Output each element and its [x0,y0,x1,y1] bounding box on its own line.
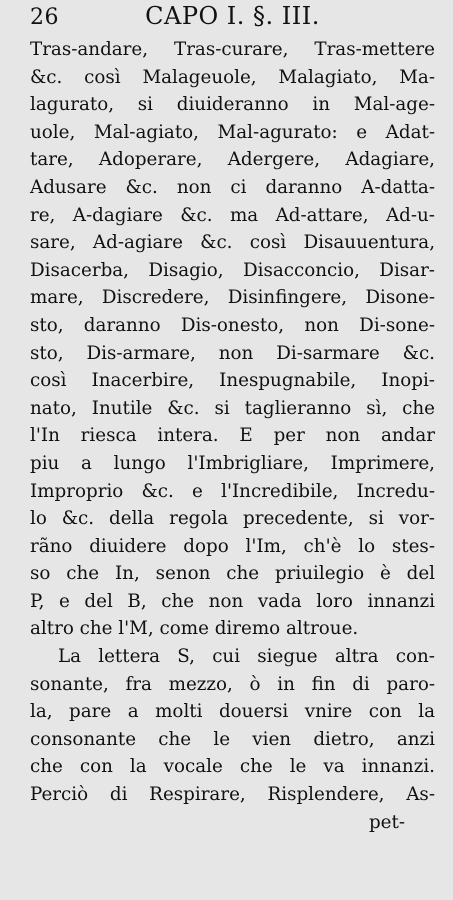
text-line: la, pare a molti douersi vnire con la [30,701,435,723]
text-line: tare, Adoperare, Adergere, Adagiare, [30,149,435,171]
paragraph-2 [30,643,435,809]
text-line: mare, Discredere, Disinfingere, Disone- [30,287,435,309]
catchword: pet- [368,811,405,833]
text-line: altro che l'M, come diremo altroue. [30,618,359,640]
text-line: nato, Inutile &c. si taglieranno sì, che [30,397,435,419]
text-line: lagurato, si diuideranno in Mal-age- [30,94,435,116]
page-number: 26 [30,5,59,30]
text-line: &c. così Malageuole, Malagiato, Ma- [30,66,435,88]
text-line: sto, daranno Dis-onesto, non Di-sone- [30,314,435,336]
text-line: Tras-andare, Tras-curare, Tras-mettere [30,39,435,60]
text-line: sto, Dis-armare, non Di-sarmare &c. [30,342,435,364]
text-line: lo &c. della regola precedente, si vor- [30,508,435,530]
text-line: so che In, senon che priuilegio è del [30,563,435,585]
text-line: La lettera S, cui siegue altra con- [58,646,435,668]
text-line: Adusare &c. non ci daranno A-datta- [30,176,435,198]
text-line: sonante, fra mezzo, ò in fin di paro- [30,673,435,695]
page-header [30,2,435,36]
text-line: che con la vocale che le va innanzi. [30,756,435,778]
text-line: consonante che le vien dietro, anzi [30,728,435,750]
text-line: piu a lungo l'Imbrigliare, Imprimere, [30,452,435,474]
text-line: sare, Ad-agiare &c. così Disauuentura, [30,232,435,254]
paragraph-1 [30,36,435,643]
text-line: l'In riesca intera. E per non andar [30,425,435,447]
text-line: Perciò di Respirare, Risplendere, As- [30,784,435,806]
text-line: uole, Mal-agiato, Mal-agurato: e Adat- [30,121,435,143]
text-line: P, e del B, che non vada loro innanzi [30,590,435,612]
text-line: Improprio &c. e l'Incredibile, Incredu- [30,480,435,502]
text-line: rãno diuidere dopo l'Im, ch'è lo stes- [30,535,435,557]
running-head: CAPO I. §. III. [145,2,320,30]
text-line: re, A-dagiare &c. ma Ad-attare, Ad-u- [30,204,435,226]
text-line: Disacerba, Disagio, Disacconcio, Disar- [30,259,435,281]
text-line: così Inacerbire, Inespugnabile, Inopi- [30,370,435,392]
